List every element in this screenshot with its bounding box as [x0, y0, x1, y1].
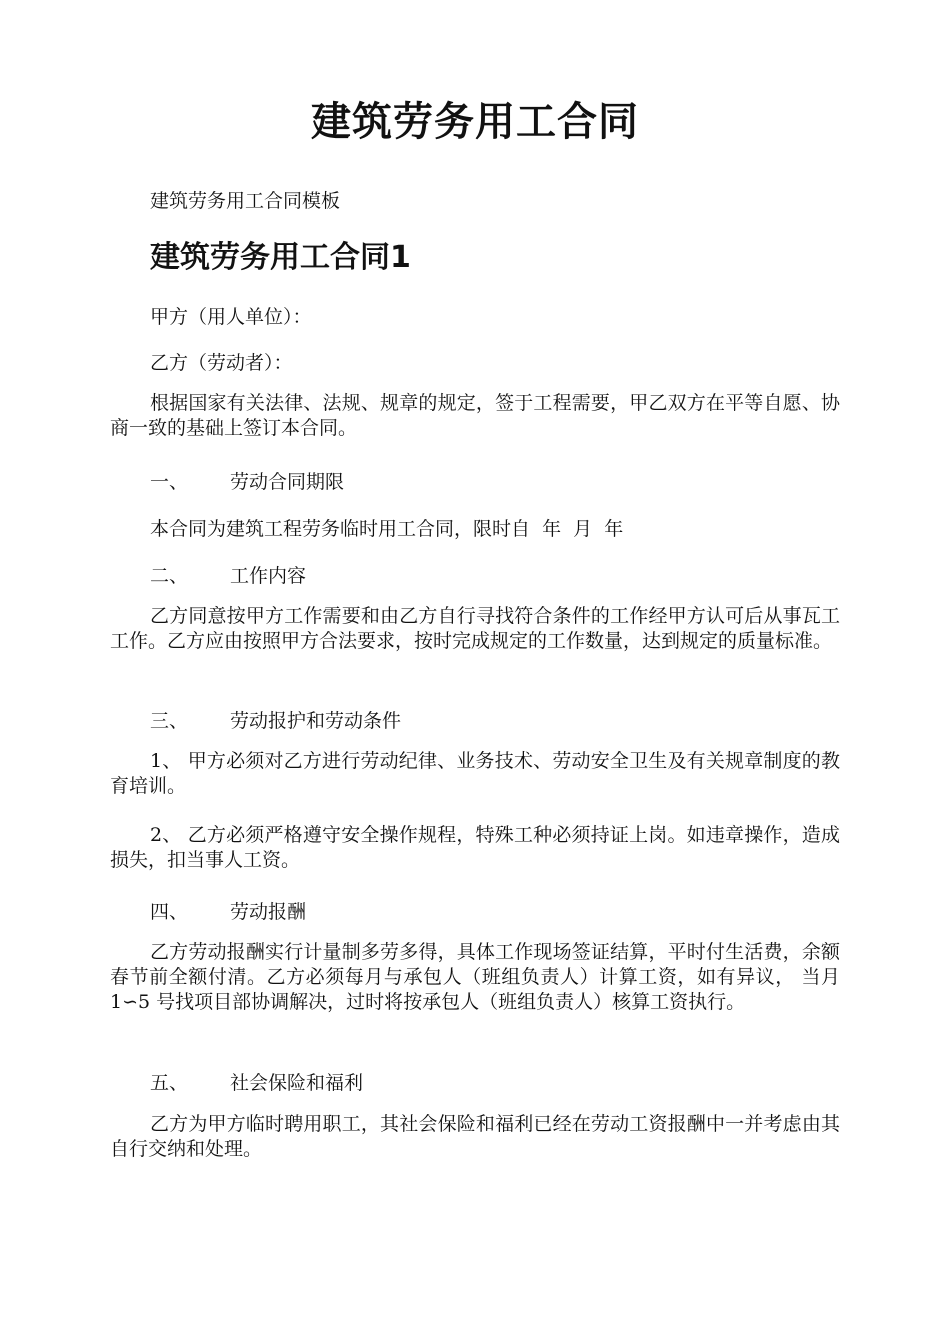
section-2-body: 乙方同意按甲方工作需要和由乙方自行寻找符合条件的工作经甲方认可后从事瓦工工作。乙方应由按照甲方合法要求，按时完成规定的工作数量，达到规定的质量标准。: [110, 605, 840, 652]
section-heading-4: [150, 897, 306, 924]
section-heading-5: [150, 1068, 363, 1095]
document-title: 建筑劳务用工合同: [311, 99, 639, 145]
section-heading-1: [150, 467, 344, 494]
section-heading-text: 劳动报护和劳动条件: [230, 710, 402, 732]
section-number: 一、: [150, 471, 189, 493]
section-heading-3: [150, 706, 401, 733]
section-heading-2: [150, 561, 306, 588]
section-number: 四、: [150, 901, 189, 923]
section-heading-text: 劳动报酬: [230, 901, 307, 923]
section-number: 二、: [150, 565, 189, 587]
intro-paragraph: 根据国家有关法律、法规、规章的规定，签于工程需要，甲乙双方在平等自愿、协商一致的基础上签订本合同。: [110, 392, 840, 439]
section-heading-text: 劳动合同期限: [230, 471, 345, 493]
section-number: 三、: [150, 710, 189, 732]
section-number: 五、: [150, 1072, 189, 1094]
party-a-line: 甲方（用人单位）：: [150, 306, 312, 328]
section-4-body: 乙方劳动报酬实行计量制多劳多得，具体工作现场签证结算，平时付生活费，余额春节前全额付清。乙方必须每月与承包人（班组负责人）计算工资，如有异议， 当月 1∽5 号找项目部协调解决，过时将按承包人（班组负责人）核算工资执行。: [110, 941, 840, 1013]
party-b-line: 乙方（劳动者）：: [150, 352, 293, 374]
section-3-item-2: 2、 乙方必须严格遵守安全操作规程，特殊工种必须持证上岗。如违章操作，造成损失，扣当事人工资。: [110, 824, 840, 871]
contract-title: 建筑劳务用工合同1: [150, 240, 411, 275]
section-3-item-1: 1、 甲方必须对乙方进行劳动纪律、业务技术、劳动安全卫生及有关规章制度的教育培训。: [110, 750, 840, 797]
section-heading-text: 社会保险和福利: [230, 1072, 364, 1094]
section-heading-text: 工作内容: [230, 565, 307, 587]
document-subtitle: 建筑劳务用工合同模板: [150, 190, 341, 212]
section-5-body: 乙方为甲方临时聘用职工，其社会保险和福利已经在劳动工资报酬中一并考虑由其自行交纳和处理。: [110, 1113, 840, 1160]
section-1-body: 本合同为建筑工程劳务临时用工合同，限时自 年 月 年: [150, 518, 624, 540]
